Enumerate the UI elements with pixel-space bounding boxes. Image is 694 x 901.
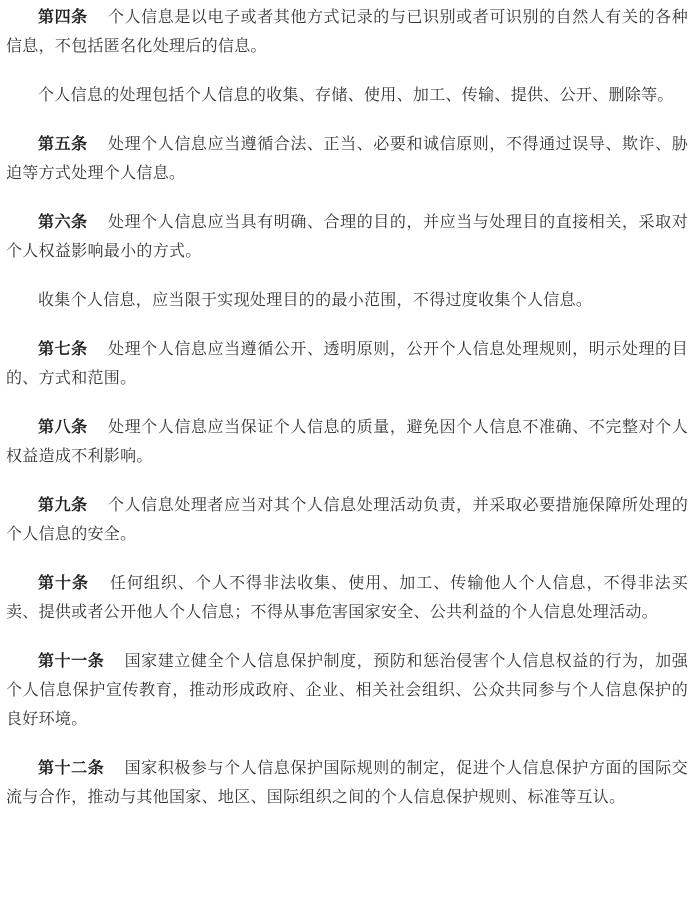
article-label: 第十条 <box>38 573 90 592</box>
article-label: 第五条 <box>38 134 88 153</box>
article-label: 第十二条 <box>38 758 105 777</box>
article-8-paragraph <box>6 412 688 470</box>
article-label: 第六条 <box>38 212 88 231</box>
article-7-paragraph <box>6 334 688 392</box>
article-11-paragraph <box>6 646 688 733</box>
article-6-paragraph <box>6 207 688 265</box>
article-text: 国家积极参与个人信息保护国际规则的制定，促进个人信息保护方面的国际交流与合作，推动与其他国家、地区、国际组织之间的个人信息保护规则、标准等互认。 <box>6 758 689 806</box>
article-text: 处理个人信息应当保证个人信息的质量，避免因个人信息不准确、不完整对个人权益造成不利影响。 <box>6 417 688 465</box>
article-4-paragraph <box>6 2 688 60</box>
article-6-paragraph-2 <box>6 285 688 314</box>
article-text: 处理个人信息应当遵循合法、正当、必要和诚信原则，不得通过误导、欺诈、胁迫等方式处理个人信息。 <box>6 134 688 182</box>
article-text: 个人信息是以电子或者其他方式记录的与已识别或者可识别的自然人有关的各种信息，不包括匿名化处理后的信息。 <box>6 7 688 55</box>
article-text: 国家建立健全个人信息保护制度，预防和惩治侵害个人信息权益的行为，加强个人信息保护宣传教育，推动形成政府、企业、相关社会组织、公众共同参与个人信息保护的良好环境。 <box>6 651 689 728</box>
article-label: 第十一条 <box>38 651 105 670</box>
article-label: 第四条 <box>38 7 88 26</box>
article-text: 任何组织、个人不得非法收集、使用、加工、传输他人个人信息，不得非法买卖、提供或者公开他人个人信息；不得从事危害国家安全、公共利益的个人信息处理活动。 <box>6 573 689 621</box>
article-5-paragraph <box>6 129 688 187</box>
article-4-paragraph-2 <box>6 80 688 109</box>
law-document <box>6 2 688 811</box>
article-label: 第七条 <box>38 339 88 358</box>
article-12-paragraph <box>6 753 688 811</box>
article-9-paragraph <box>6 490 688 548</box>
article-text: 处理个人信息应当遵循公开、透明原则，公开个人信息处理规则，明示处理的目的、方式和范围。 <box>6 339 688 387</box>
article-text: 个人信息处理者应当对其个人信息处理活动负责，并采取必要措施保障所处理的个人信息的安全。 <box>6 495 688 543</box>
article-text: 个人信息的处理包括个人信息的收集、存储、使用、加工、传输、提供、公开、删除等。 <box>38 85 674 104</box>
article-label: 第八条 <box>38 417 88 436</box>
article-text: 处理个人信息应当具有明确、合理的目的，并应当与处理目的直接相关，采取对个人权益影响最小的方式。 <box>6 212 688 260</box>
article-10-paragraph <box>6 568 688 626</box>
article-text: 收集个人信息，应当限于实现处理目的的最小范围，不得过度收集个人信息。 <box>38 290 593 309</box>
article-label: 第九条 <box>38 495 88 514</box>
